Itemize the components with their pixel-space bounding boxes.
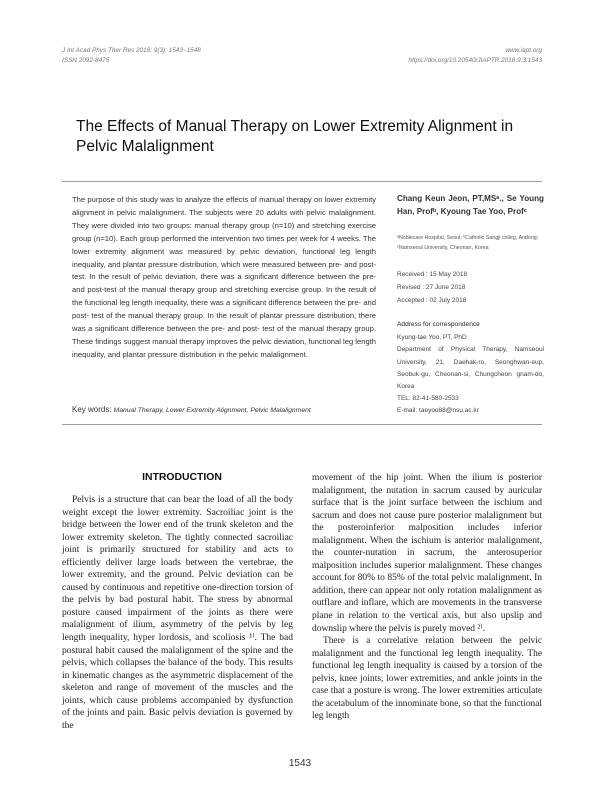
issn-line: ISSN 2092-8475: [62, 57, 110, 64]
correspondence-email[interactable]: E-mail: taeyoo88@nsu.ac.kr: [397, 407, 479, 415]
journal-citation: [62, 46, 201, 66]
body-left-column: Pelvis is a structure that can bear the load of all the body weight except the lower extremity. Sacroiliac joint is the bridge between the lower end of the trunk skeleton and the lower extremity skeleton. The tightly connected sacroiliac joint is primarily structured for stability and acts to efficiently deliver large loads between the vertebrae, the lower extremity, and the ground. Pelvic deviation can be caused by continuous and repetitive one-direction torsion of the pelvis by bad postural habit. The stress by abnormal posture caused impairment of the joints as there were malalignment of ilium, asymmetry of the pelvis by leg length inequality, hyper lordosis, and scoliosis ¹⁾. The bad postural habit caused the malalignment of the spine and the pelvis, which collapses the balance of the body. This results in kinematic changes as the asymmetric displacement of the skeleton and range of movement of the muscles and the joints, which cause problems accompanied by dysfunction of the joints and pain. Basic pelvis deviation is governed by the: [62, 495, 293, 731]
correspondence-block: [397, 319, 544, 418]
section-heading: INTRODUCTION: [142, 472, 222, 483]
accepted-date: Accepted : 02 July 2018: [397, 297, 467, 304]
correspondence-tel: TEL: 82-41-580-2533: [397, 395, 459, 403]
keywords-label: Key words:: [72, 405, 112, 414]
article-title: The Effects of Manual Therapy on Lower Extremity Alignment in Pelvic Malalignment: [76, 118, 514, 155]
page-number: 1543: [288, 758, 312, 769]
received-date: Received : 15 May 2018: [397, 271, 468, 278]
author-affiliations: ᵃNoblecare Hospital, Seoul; ᵇCatholic Sangji colleg, Andong; ᶜNamseoul University, Cheonan, Korea: [397, 235, 539, 251]
abstract-text: The purpose of this study was to analyze the effects of manual therapy on lower extremity alignment in pelvic malalignment. The subjects were 20 adults with pelvic malalignment. They were divided into two groups: manual therapy group (n=10) and stretching exercise group (n=10). Each group performed the intervention two times per week for 4 weeks. The lower extremity alignment was measured by pelvic deviation, functional leg length inequality, and plantar pressure distribution, which were measured between pre- and post-test. In the result of pelvic deviation, there was a significant difference between the pre- and post-test of the manual therapy group and stretching exercise group. In the result of the functional leg length inequality, there was a significant difference between the pre- and post- test of the manual therapy group. In the result of plantar pressure distribution, there was a significant difference between the pre- and post- test of the manual therapy group. These findings suggest manual therapy improves the pelvic deviation, functional leg length inequality, and plantar pressure distribution in the pelvic malalignment.: [72, 195, 376, 359]
author-list: Chang Keun Jeon, PT,MSᵃ., Se Young Han, Profᵇ, Kyoung Tae Yoo, Profᶜ: [397, 194, 544, 216]
journal-line: J Int Acad Phys Ther Res 2018; 9(3): 1543~1548: [62, 47, 201, 54]
journal-url[interactable]: www.iapt.org: [505, 47, 542, 54]
keywords-line: [72, 405, 382, 414]
abstract-top-rule: [62, 181, 542, 182]
correspondence-label: Address for correspondence: [397, 321, 480, 328]
correspondence-address: Department of Physical Therapy, Namseoul University, 21, Daehak-ro, Seonghwan-eup, Seobuk-gu, Cheonan-si, Chungcheon gnam-do, Korea: [397, 346, 544, 391]
body-right-column: [312, 472, 542, 723]
revised-date: Revised : 27 June 2018: [397, 284, 466, 291]
abstract-bottom-rule: [62, 424, 542, 425]
body-paragraph: There is a correlative relation between the pelvic malalignment and the functional leg length inequality. The functional leg length inequality is caused by a torsion of the pelvis, knee joints, lower extremities, and ankle joints in the case that a posture is wrong. The lower extremities articulate the acetabulum of the innominate bone, so that the functional leg length: [312, 636, 542, 722]
article-dates: [397, 268, 547, 307]
correspondence-name: Kyung-tae Yoo, PT, PhD: [397, 334, 467, 342]
body-paragraph: movement of the hip joint. When the ilium is posterior malalignment, the nutation in sacrum caused by auricular surface that is the joint surface between the ischium and sacrum and does not cause pure posterior malalignment but the posteroinferior malposition includes inferior malalignment. When the ischium is anterior malalignment, the counter-nutation in sacrum, the anterosuperior malposition includes superior malalignment. These changes account for 80% to 85% of the total pelvic malalignment. In addition, there can appear not only rotation malalignment as outflare and inflare, which are movements in the transverse plane in relation to the vertical axis, but also upslip and downslip where the pelvis is purely moved ²⁾.: [312, 473, 542, 634]
doi-link[interactable]: https://doi.org/10.20540/JIAPTR.2018.9.3.1543: [408, 57, 542, 64]
keywords-value: Manual Therapy, Lower Extremity Alignment, Pelvic Malalignment: [113, 407, 311, 414]
journal-links: [408, 46, 542, 66]
